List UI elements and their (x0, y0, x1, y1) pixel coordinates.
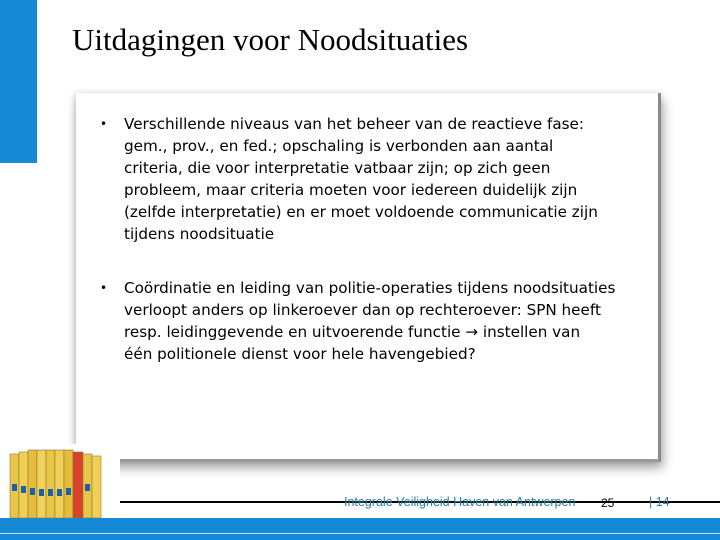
bullet-line: gem., prov., en fed.; opschaling is verbonden aan aantal (124, 137, 554, 155)
page-number: 25 (601, 496, 615, 510)
accent-bar (0, 0, 37, 163)
slide-title: Uitdagingen voor Noodsituaties (72, 22, 469, 57)
books-image (0, 444, 120, 520)
bullet-line: criteria, die voor interpretatie vatbaar zijn; op zich geen (124, 159, 551, 177)
books-icon (0, 444, 120, 520)
bullet-line: tijdens noodsituatie (124, 225, 275, 243)
bullet-line: resp. leidinggevende en uitvoerende functie → instellen van (124, 323, 581, 341)
bullet-item (100, 277, 615, 365)
content-box (76, 93, 661, 462)
footer-text: Integrale Veiligheid Haven van Antwerpen (344, 495, 576, 509)
slide-number: | 14 (649, 495, 670, 509)
bullet-line: één politionele dienst voor hele havengebied? (124, 345, 476, 363)
bullet-line: Verschillende niveaus van het beheer van de reactieve fase: (124, 115, 585, 133)
bullet-line: Coördinatie en leiding van politie-operaties tijdens noodsituaties (124, 279, 616, 297)
footer-band (0, 518, 720, 540)
bullet-line: probleem, maar criteria moeten voor iedereen duidelijk zijn (124, 181, 578, 199)
footer-band-line (0, 533, 720, 534)
bullet-item (100, 113, 598, 245)
bullet-icon: • (100, 117, 108, 131)
bullet-icon: • (100, 281, 108, 295)
bullet-line: (zelfde interpretatie) en er moet voldoende communicatie zijn (124, 203, 598, 221)
bullet-line: verloopt anders op linkeroever dan op rechteroever: SPN heeft (124, 301, 601, 319)
